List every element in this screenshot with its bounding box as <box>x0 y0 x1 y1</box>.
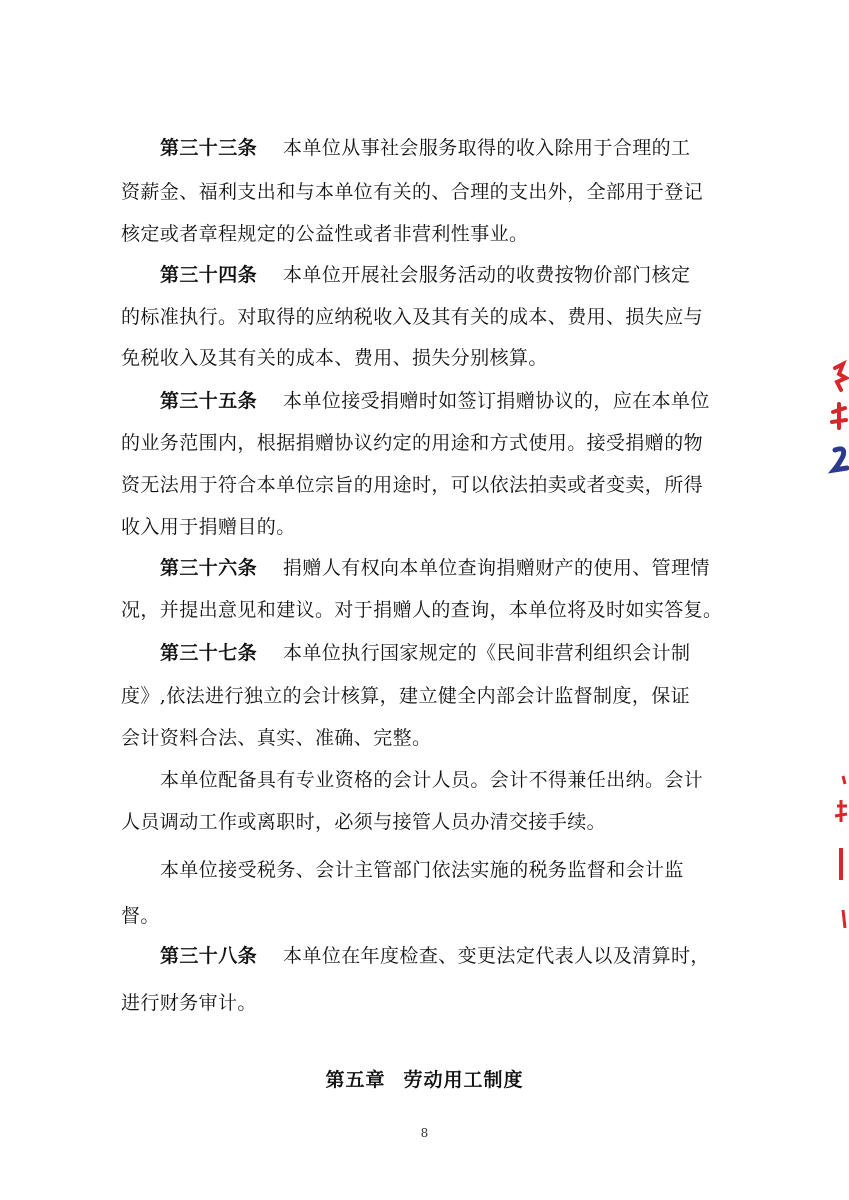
chapter-number: 第五章 <box>325 1069 386 1091</box>
article-37-label: 第三十七条 <box>160 642 258 664</box>
article-35-line-1 <box>160 389 710 413</box>
seal-stamp-fragment-top <box>819 350 849 490</box>
article-37-line-2: 度》,依法进行独立的会计核算，建立健全内部会计监督制度，保证 <box>121 685 691 707</box>
article-37-para2-line-2: 人员调动工作或离职时，必须与接管人员办清交接手续。 <box>121 811 607 833</box>
article-38-line-2: 进行财务审计。 <box>121 992 257 1014</box>
article-37-line-1 <box>160 641 690 665</box>
article-33-label: 第三十三条 <box>160 137 258 159</box>
article-36-label: 第三十六条 <box>160 557 258 579</box>
seal-stamp-fragment-bottom <box>819 770 849 940</box>
article-34-label: 第三十四条 <box>160 264 258 286</box>
article-35-line-2: 的业务范围内，根据捐赠协议约定的用途和方式使用。接受捐赠的物 <box>121 432 704 454</box>
article-37-para2-line-1: 本单位配备具有专业资格的会计人员。会计不得兼任出纳。会计 <box>160 769 704 791</box>
article-34-line-1 <box>160 263 690 287</box>
article-35-line-3: 资无法用于符合本单位宗旨的用途时，可以依法拍卖或者变卖，所得 <box>121 474 704 496</box>
article-35-label: 第三十五条 <box>160 390 258 412</box>
article-36-text: 捐赠人有权向本单位查询捐赠财产的使用、管理情 <box>283 557 710 579</box>
article-37-para3-line-2: 督。 <box>121 905 160 927</box>
article-36-line-1 <box>160 556 710 580</box>
article-35-text: 本单位接受捐赠时如签订捐赠协议的，应在本单位 <box>283 390 710 412</box>
article-33-text: 本单位从事社会服务取得的收入除用于合理的工 <box>283 137 691 159</box>
article-34-line-3: 免税收入及其有关的成本、费用、损失分别核算。 <box>121 347 548 369</box>
page-number: 8 <box>420 1126 429 1140</box>
article-38-line-1 <box>160 944 710 968</box>
article-37-para3-line-1: 本单位接受税务、会计主管部门依法实施的税务监督和会计监 <box>160 859 684 881</box>
article-38-label: 第三十八条 <box>160 945 258 967</box>
article-33-line-1 <box>160 136 690 160</box>
article-36-line-2: 况，并提出意见和建议。对于捐赠人的查询，本单位将及时如实答复。 <box>121 599 723 621</box>
article-35-line-4: 收入用于捐赠目的。 <box>121 516 296 538</box>
article-37-text: 本单位执行国家规定的《民间非营利组织会计制 <box>283 642 691 664</box>
article-37-line-3: 会计资料合法、真实、准确、完整。 <box>121 727 432 749</box>
article-34-line-2: 的标准执行。对取得的应纳税收入及其有关的成本、费用、损失应与 <box>121 306 704 328</box>
chapter-title: 劳动用工制度 <box>403 1069 524 1091</box>
article-33-line-3: 核定或者章程规定的公益性或者非营利性事业。 <box>121 223 529 245</box>
article-38-text: 本单位在年度检查、变更法定代表人以及清算时， <box>283 945 710 967</box>
article-34-text: 本单位开展社会服务活动的收费按物价部门核定 <box>283 264 691 286</box>
chapter-heading <box>0 1068 849 1092</box>
article-33-line-2: 资薪金、福利支出和与本单位有关的、合理的支出外，全部用于登记 <box>121 181 704 203</box>
